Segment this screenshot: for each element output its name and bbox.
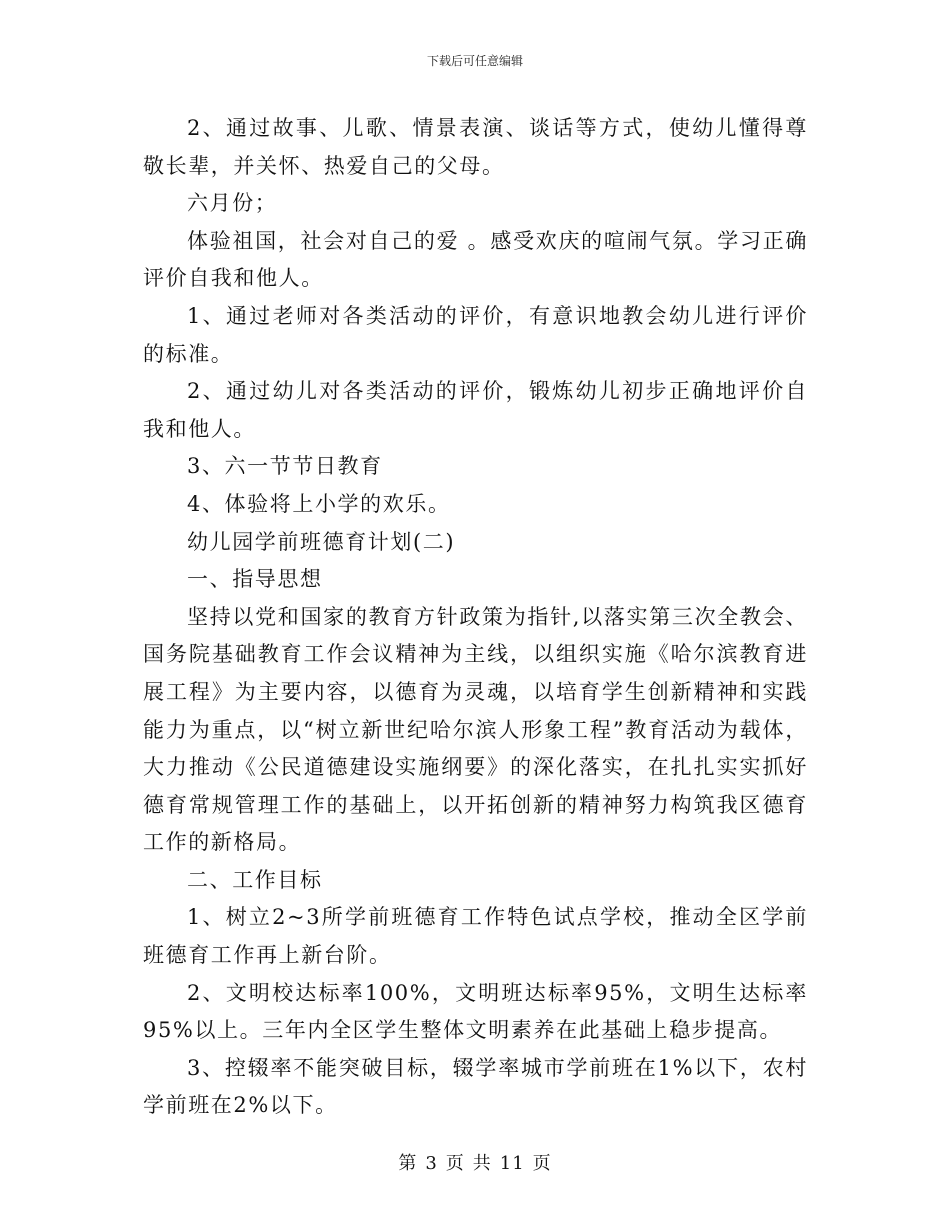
footer-label-di: 第: [398, 1153, 418, 1174]
paragraph: 1、通过老师对各类活动的评价，有意识地教会幼儿进行评价的标准。: [143, 303, 808, 366]
paragraph: 1、树立2~3所学前班德育工作特色试点学校，推动全区学前班德育工作再上新台阶。: [143, 905, 808, 968]
page-number-footer: [0, 1153, 950, 1175]
page-header: 下载后可任意编辑: [426, 54, 523, 68]
footer-label-ye: 页: [445, 1153, 465, 1174]
paragraph: 4、体验将上小学的欢乐。: [187, 491, 451, 516]
paragraph: 3、六一节节日教育: [187, 454, 383, 479]
footer-label-ye2: 页: [532, 1153, 552, 1174]
paragraph: 体验祖国，社会对自己的爱 。感受欢庆的喧闹气氛。学习正确评价自我和他人。: [143, 228, 808, 291]
paragraph: 2、通过故事、儿歌、情景表演、谈话等方式，使幼儿懂得尊敬长辈，并关怀、热爱自己的父母。: [143, 116, 808, 178]
section-heading: 二、工作目标: [187, 867, 323, 892]
paragraph: 六月份；: [187, 191, 278, 216]
total-page-count: 11: [499, 1153, 525, 1174]
paragraph: 坚持以党和国家的教育方针政策为指针,以落实第三次全教会、国务院基础教育工作会议精神为主线，以组织实施《哈尔滨教育进展工程》为主要内容，以德育为灵魂，以培育学生创新精神和实践能力为重点，以“树立新世纪哈尔滨人形象工程”教育活动为载体，大力推动《公民道德建设实施纲要》的深化落实，在扎扎实实抓好德育常规管理工作的基础上，以开拓创新的精神努力构筑我区德育工作的新格局。: [143, 604, 808, 855]
document-body: [143, 110, 808, 1125]
paragraph: 3、控辍率不能突破目标，辍学率城市学前班在1%以下，农村学前班在2%以下。: [143, 1055, 808, 1118]
paragraph: 2、文明校达标率100%，文明班达标率95%，文明生达标率95%以上。三年内全区学生整体文明素养在此基础上稳步提高。: [143, 980, 808, 1043]
section-title: 幼儿园学前班德育计划(二): [187, 529, 456, 554]
current-page-number: 3: [425, 1153, 438, 1174]
footer-label-gong: 共: [472, 1153, 492, 1174]
paragraph: 2、通过幼儿对各类活动的评价，锻炼幼儿初步正确地评价自我和他人。: [143, 379, 808, 441]
section-heading: 一、指导思想: [187, 567, 323, 592]
